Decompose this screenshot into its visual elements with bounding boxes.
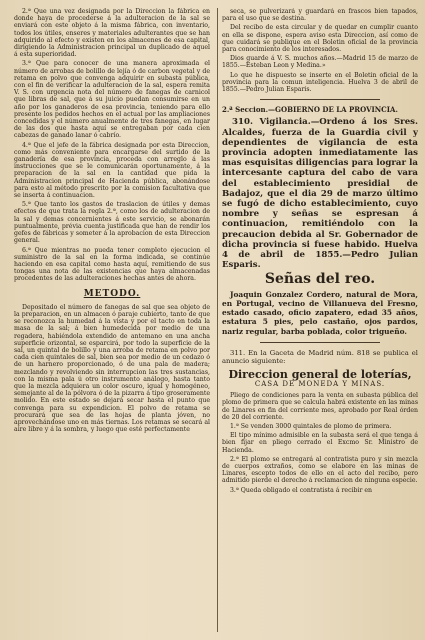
metodo-heading: METODO. [83,288,141,299]
direccion-heading: Direccion general de loterías, [228,367,412,381]
paragraph: 3.ª Queda obligado el contratista á recibir en [230,486,373,494]
paragraph: Pliego de condiciones para la venta en subasta pública del plomo de primera que se calcula habrá existente en las minas de Linares en fin del corriente mes, aprobado por Real órden de 20 del corriente. [222,392,418,421]
divider [260,342,380,343]
senas-heading: Señas del reo. [264,271,376,288]
senas-body: Joaquin Gonzalez Cordero, natural de Mora, en Portugal, vecino de Villanueva del Fresno, estado casado, oficio zapatero, edad 35 años, estatura 5 pies, pelo castaño, ojos pardos, nariz regular, barba poblada, color trigueño. [222,289,418,336]
paragraph: seca, se pulverizará y guardará en frascos bien tapados, para el uso que se destina. [222,8,418,23]
paragraph: 2.ª El plomo se entregará al contratista puro y sin mezcla de cuerpos extraños, como se elabore en las minas de Linares, escepto todos de ello en el acto del recibo, pero admitido pierde el derecho á reclamacion de ninguna especie. [222,455,418,485]
paragraph: Dios guarde á V. S. muchos años.—Madrid 15 de marzo de 1855.—Esteban Leon y Medina.» [222,55,418,70]
paragraph: 4.ª Que el jefe de la fábrica designada por esta Direccion, como más conveniente para encargarse del surtido de la ganadería de esa provincia, proceda con arreglo á las instrucciones que se le comunicarán oportunamente, á la preparacion de la sal en la cantidad que pida la Administracion principal de Hacienda pública, abonándose para esto al método prescrito por la comision facultativa que se inserta á continuacion. [14,141,210,200]
paragraph: 5.ª Que tanto los gastos de traslacion de útiles y demas efectos de que trata la regla 2.ª, como los de adulteracion de la sal y demas concernientes á este servicio, se abonarán puntualmente, prévia cuenta justificada que han de rendir los gefes de fábricas y someter á la aprobacion de esta Direccion general. [14,201,210,245]
paragraph: Depositado el número de fanegas de sal que sea objeto de la preparacion, en un almacen ó paraje cubierto, tanto de que se reconozca la humedad á la vista y por el tacto en toda la masa de la sal; á bien humedecida por medio de una regadera, habiéndola extendido de antemano en una ancha superficie orizontal, se esparcirá, por todo la superficie de la sal, un quintal de bolillo y una arroba de retama en polvo por cada cien quintales de sal, bien sea por medio de un cedazo ó de un harnero proporcionado, ó de una pala de madera; mezclando y revolviendo sin interrupcion las tres sustancias, con la misma pala ú otro instrumento análogo, hasta tanto que la mezcla adquiera un color oscuro, igual y homogéneo, semejante al de la pólvora ó de la pizarra á tipo groseramente molido. En este estado se dejará secar hasta el punto que convenga para su expendicion. El polvo de retama se procurará que sea de las hojas de planta jóven, no aprovechándose uno en más tiernas. Los retamas se secará al aire libre y á la sombra, y luego que esté perfectamente [14,303,210,434]
paragraph: 1.ª Se venden 3000 quintales de plomo de primera. [230,422,392,430]
vigilancia-order: 310. Vigilancia.—Ordeno á los Sres. Alcaldes, fuerza de la Guardia civil y dependientes de vigilancia de esta provincia adopten inmediatamente las mas esquisitas diligencias para lograr la intercesante captura del cabo de vara del establecimiento presidial de Badajoz, que el dia 29 de marzo último se fugó de dicho establecimiento, cuyo nombre y señas se espresan á continuacion, remitiéndolo con la precaucion debida al Sr. Gobernador de dicha provincia si fuese habido. Huelva 4 de abril de 1855.—Pedro Julian Esparis. [222,117,418,271]
paragraph: El tipo mínimo admisible en la subasta será el que tenga á bien fijar en pliego cerrado el Excmo Sr. Ministro de Hacienda. [222,432,418,454]
paragraph: Lo que he dispuesto se inserte en el Boletin oficial de la provincia para la comun inteligencia. Huelva 3 de abril de 1855.—Pedro Julian Esparis. [222,71,418,94]
left-column [14,8,210,636]
right-column [222,8,418,636]
column-divider [217,8,218,632]
divider [260,99,380,100]
paragraph: 2.ª Que una vez designada por la Direccion la fábrica en donde haya de procederse á la adulteracion de la sal se enviará con este objeto á la misma fábrica, con inventario, todos los útiles, enseres y materiales adulterantes que se han adquirido al efecto y existen en los almacenes de esa capital, dirigiendo la Administracion principal un duplicado de aquel á esta superioridad. [14,8,210,59]
paragraph: Del recibo de esta circular y de quedar en cumplir cuanto en ella se dispone, espera aviso esta Direccion, así como de que cuidará se publique en el Boletin oficial de la provincia para conocimiento de los interesados. [222,24,418,54]
casa-heading: CASA DE MONEDA Y MINAS. [254,379,386,388]
paragraph: 3.ª Que para conocer de una manera aproximada el número de arrobas de bolillo de lejía ó de carbon vegetal y de retama en polvo que convenga adquirir en subasta pública, con el fin de verificar la adulteracion de la sal, espera remita V. S. con urgencia nota del número de fanegas de carnicol que libras de sal, que á su juicio puedan consumirse en un año por los ganaderos de esa provincia, teniendo para ello presente los pedidos hechos en el actual por las ampliaciones concedidas y el número anualmente de tres fanegas, en lugar de las dos que hasta aquí se entregaban por cada cien cabezas de ganado lanar ó cabrío. [14,60,210,140]
paragraph: 6.ª Que mientras no pueda tener completo ejecucion el suministro de la sal en la forma indicada, se continúe haciendo en esa capital como hasta aquí, remitiendo de sus tongas una nota de las existencias que haya almacenadas procedentes de las adulteraciones hechas antes de ahora. [14,246,210,283]
gaceta-notice: 311. En la Gaceta de Madrid núm. 818 se publica el anuncio siguiente: [222,348,418,365]
section-heading: 2.ª Seccion.—GOBIERNO DE LA PROVINCIA. [222,105,398,115]
